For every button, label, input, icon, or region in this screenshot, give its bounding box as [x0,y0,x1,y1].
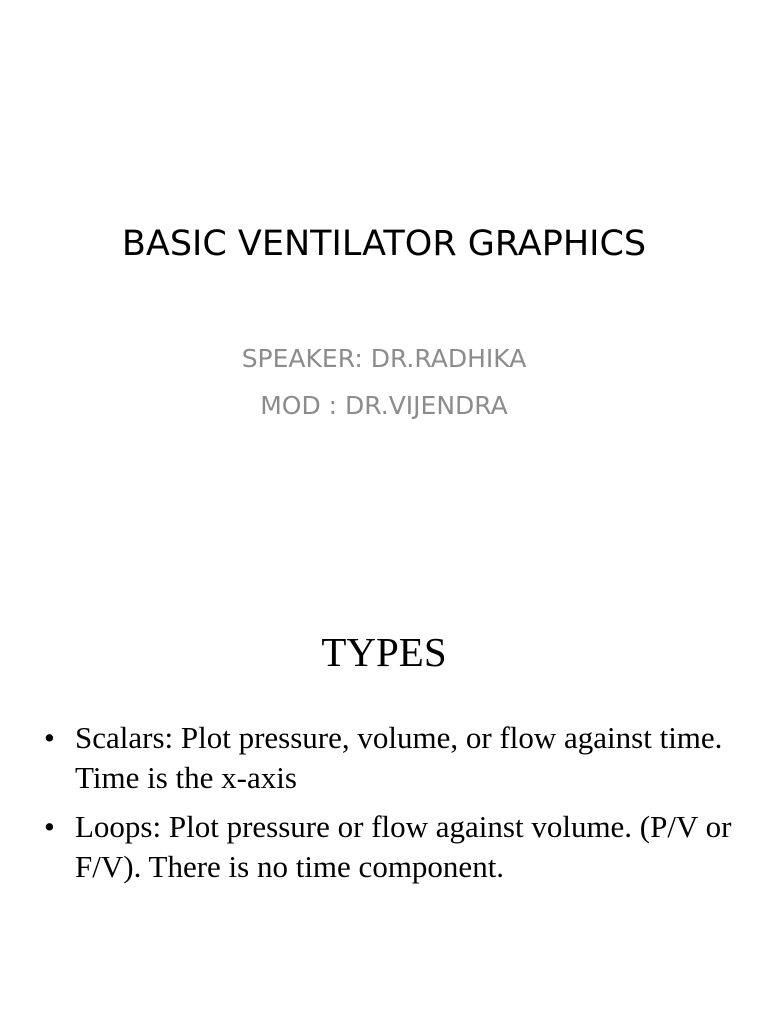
bullet-list [44,718,744,896]
speaker-line: SPEAKER: DR.RADHIKA [241,344,527,373]
bullet-text-loops: Loops: Plot pressure or flow against volume. (P/V or F/V). There is no time component. [75,809,732,884]
presenter-info [0,335,768,429]
bullet-text-scalars: Scalars: Plot pressure, volume, or flow against time. Time is the x-axis [75,720,723,795]
bullet-icon: • [44,720,55,755]
moderator-line: MOD : DR.VIJENDRA [260,391,508,420]
presentation-title: BASIC VENTILATOR GRAPHICS [121,224,647,264]
slide-title: TYPES [321,629,447,675]
list-item [44,718,744,798]
types-slide [0,576,768,1024]
bullet-icon: • [44,809,55,844]
list-item [44,807,744,887]
